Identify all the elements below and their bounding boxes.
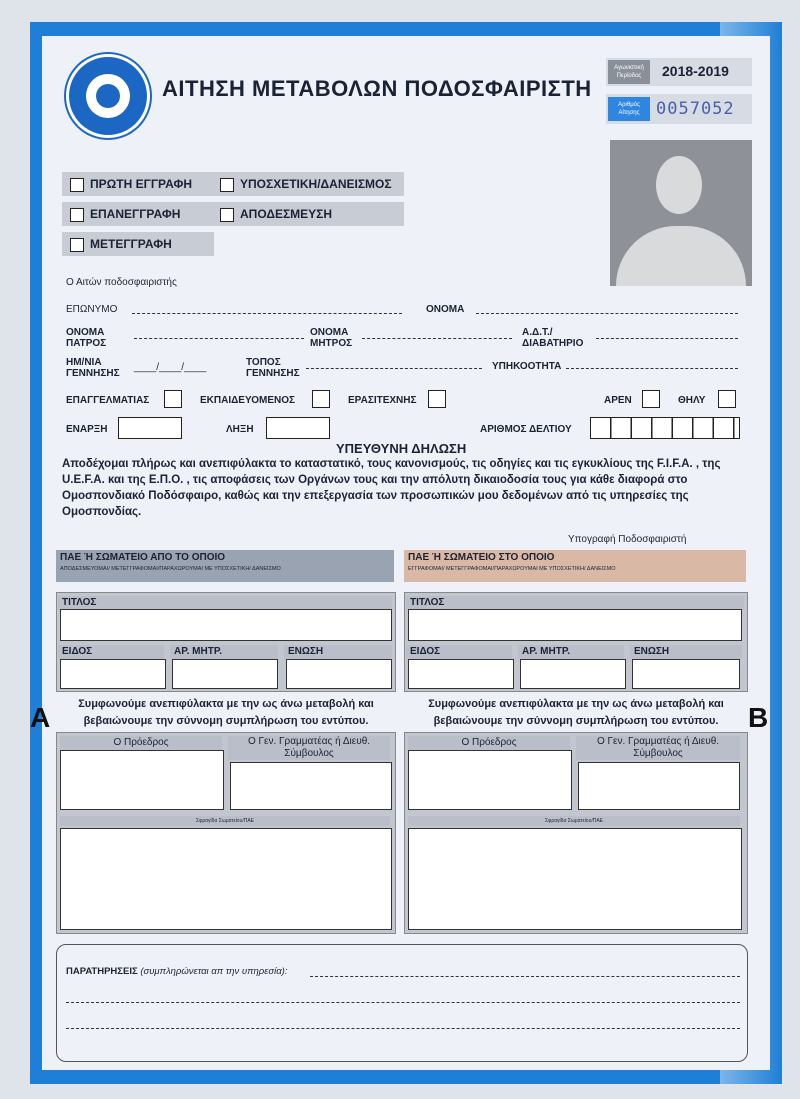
- notes-line-2[interactable]: [66, 1002, 740, 1003]
- club-b-kind-label: ΕΙΔΟΣ: [406, 645, 512, 659]
- id-card-field[interactable]: [596, 338, 738, 339]
- card-number-field[interactable]: [590, 417, 740, 439]
- amateur-checkbox[interactable]: [428, 390, 446, 408]
- name-field[interactable]: [476, 313, 738, 314]
- checkbox[interactable]: [220, 178, 234, 192]
- football-icon: [96, 84, 120, 108]
- season-tag: Αγωνιστική Περίοδος: [608, 60, 650, 84]
- birth-place-field[interactable]: [306, 368, 482, 369]
- club-b-title-field[interactable]: [408, 609, 742, 641]
- season-value: 2018-2019: [662, 63, 729, 79]
- checkbox[interactable]: [70, 208, 84, 222]
- club-b-agreement: Συμφωνούμε ανεπιφύλακτα με την ως άνω μεταβολή και βεβαιώνουμε την σύννομη συμπλήρωση του εντύπου.: [428, 698, 724, 727]
- club-b-letter: B: [748, 702, 769, 733]
- club-a-heading: ΠΑΕ Ή ΣΩΜΑΤΕΙΟ ΑΠΟ ΤΟ ΟΠΟΙΟ ΑΠΟΔΕΣΜΕΥΟΜΑΙ/ ΜΕΤΕΓΓΡΑΦΟΜΑΙ/ΠΑΡΑΧΩΡΟΥΜΑΙ ΜΕ ΥΠΟΣΧΕΤΙΚΗ/ ΔΑΝΕΙΣΜΟ: [56, 550, 394, 582]
- transfer-option[interactable]: ΜΕΤΕΓΓΡΑΦΗ: [70, 237, 172, 252]
- club-a-president-label: Ο Πρόεδρος: [60, 736, 222, 750]
- trainee-checkbox[interactable]: [312, 390, 330, 408]
- female-checkbox[interactable]: [718, 390, 736, 408]
- notes-line-3[interactable]: [66, 1028, 740, 1029]
- person-head-icon: [656, 156, 702, 214]
- birth-place-label: ΤΟΠΟΣ ΓΕΝΝΗΣΗΣ: [246, 357, 300, 379]
- start-label: ΕΝΑΡΞΗ: [66, 424, 108, 435]
- club-a-secretary-label: Ο Γεν. Γραμματέας ή Διευθ. Σύμβουλος: [228, 736, 390, 760]
- loan-option[interactable]: ΥΠΟΣΧΕΤΙΚΗ/ΔΑΝΕΙΣΜΟΣ: [220, 177, 392, 192]
- club-a-kind-label: ΕΙΔΟΣ: [58, 645, 164, 659]
- nationality-label: ΥΠΗΚΟΟΤΗΤΑ: [492, 361, 562, 372]
- club-b-kind-field[interactable]: [408, 659, 514, 689]
- club-b-president-label: Ο Πρόεδρος: [408, 736, 570, 750]
- club-b-title-label: ΤΙΤΛΟΣ: [406, 596, 744, 610]
- club-b-stamp-field[interactable]: [408, 828, 742, 930]
- mother-name-label: ΟΝΟΜΑ ΜΗΤΡΟΣ: [310, 327, 353, 349]
- father-name-label: ΟΝΟΜΑ ΠΑΤΡΟΣ: [66, 327, 107, 349]
- form-title: ΑΙΤΗΣΗ ΜΕΤΑΒΟΛΩΝ ΠΟΔΟΣΦΑΙΡΙΣΤΗ: [162, 76, 592, 101]
- club-b-regno-label: ΑΡ. ΜΗΤΡ.: [518, 645, 624, 659]
- re-registration-option[interactable]: ΕΠΑΝΕΓΓΡΑΦΗ: [70, 207, 180, 222]
- female-label: ΘΗΛΥ: [678, 395, 706, 406]
- amateur-label: ΕΡΑΣΙΤΕΧΝΗΣ: [348, 395, 417, 406]
- end-field[interactable]: [266, 417, 330, 439]
- father-name-field[interactable]: [134, 338, 304, 339]
- club-a-title-field[interactable]: [60, 609, 392, 641]
- notes-line-1[interactable]: [310, 976, 740, 977]
- club-b-stamp-label: Σφραγίδα Σωματείου/ΠΑΕ: [408, 816, 740, 826]
- club-b-heading: ΠΑΕ Ή ΣΩΜΑΤΕΙΟ ΣΤΟ ΟΠΟΙΟ ΕΓΓΡΑΦΟΜΑΙ/ ΜΕΤΕΓΓΡΑΦΟΜΑΙ/ΠΑΡΑΧΩΡΟΥΜΑΙ ΜΕ ΥΠΟΣΧΕΤΙΚΗ/ ΔΑΝΕΙΣΜΟ: [404, 550, 746, 582]
- checkbox[interactable]: [220, 208, 234, 222]
- release-option[interactable]: ΑΠΟΔΕΣΜΕΥΣΗ: [220, 207, 332, 222]
- birth-date-label: ΗΜ/ΝΙΑ ΓΕΝΝΗΣΗΣ: [66, 357, 120, 379]
- club-b-president-signature[interactable]: [408, 750, 572, 810]
- club-a-kind-field[interactable]: [60, 659, 166, 689]
- player-intro: Ο Αιτών ποδοσφαιριστής: [66, 277, 177, 288]
- professional-label: ΕΠΑΓΓΕΛΜΑΤΙΑΣ: [66, 395, 150, 406]
- club-b-regno-field[interactable]: [520, 659, 626, 689]
- declaration-heading: ΥΠΕΥΘΥΝΗ ΔΗΛΩΣΗ: [336, 441, 467, 456]
- name-label: ΟΝΟΜΑ: [426, 304, 465, 315]
- club-a-regno-field[interactable]: [172, 659, 278, 689]
- club-a-union-label: ΕΝΩΣΗ: [284, 645, 392, 659]
- male-label: ΑΡΕΝ: [604, 395, 632, 406]
- person-body-icon: [616, 226, 746, 286]
- player-signature-label: Υπογραφή Ποδοσφαιριστή: [568, 534, 687, 545]
- id-card-label: Α.Δ.Τ./ ΔΙΑΒΑΤΗΡΙΟ: [522, 327, 584, 349]
- male-checkbox[interactable]: [642, 390, 660, 408]
- birth-date-field[interactable]: ____/____/____: [134, 362, 207, 373]
- surname-field[interactable]: [132, 313, 402, 314]
- professional-checkbox[interactable]: [164, 390, 182, 408]
- club-b-secretary-label: Ο Γεν. Γραμματέας ή Διευθ. Σύμβουλος: [576, 736, 740, 760]
- club-a-regno-label: ΑΡ. ΜΗΤΡ.: [170, 645, 278, 659]
- application-tag: Αριθμός Αίτησης: [608, 97, 650, 121]
- notes-box: [56, 944, 748, 1062]
- club-a-stamp-label: Σφραγίδα Σωματείου/ΠΑΕ: [60, 816, 390, 826]
- mother-name-field[interactable]: [362, 338, 512, 339]
- application-number: 0057052: [656, 99, 735, 119]
- club-b-secretary-signature[interactable]: [578, 762, 740, 810]
- checkbox[interactable]: [70, 178, 84, 192]
- declaration-text: Αποδέχομαι πλήρως και ανεπιφύλακτα το καταστατικό, τους κανονισμούς, τις οδηγίες και τις εγκυκλίους της F.I.F.A. , της U.E.F.A. και της Ε.Π.Ο. , τις αποφάσεις των Οργάνων τους και την απόλυτη δικαιοδοσία τους για κάθε διαφορά στο Ομοσπονδιακό Ποδόσφαιρο, καθώς και την επεξεργασία των προσωπικών μου δεδομένων από τις υπηρεσίες της Ομοσπονδίας.: [62, 458, 721, 518]
- club-a-letter: A: [30, 702, 51, 733]
- club-a-secretary-signature[interactable]: [230, 762, 392, 810]
- club-a-president-signature[interactable]: [60, 750, 224, 810]
- trainee-label: ΕΚΠΑΙΔΕΥΟΜΕΝΟΣ: [200, 395, 296, 406]
- photo-placeholder[interactable]: [610, 140, 752, 286]
- first-registration-option[interactable]: ΠΡΩΤΗ ΕΓΓΡΑΦΗ: [70, 177, 192, 192]
- checkbox[interactable]: [70, 238, 84, 252]
- club-a-title-label: ΤΙΤΛΟΣ: [58, 596, 392, 610]
- surname-label: ΕΠΩΝΥΜΟ: [66, 304, 118, 315]
- notes-label: ΠΑΡΑΤΗΡΗΣΕΙΣ (συμπληρώνεται απ την υπηρεσία):: [66, 966, 288, 977]
- club-b-union-label: ΕΝΩΣΗ: [630, 645, 742, 659]
- club-a-agreement: Συμφωνούμε ανεπιφύλακτα με την ως άνω μεταβολή και βεβαιώνουμε την σύννομη συμπλήρωση του εντύπου.: [78, 698, 374, 727]
- club-a-union-field[interactable]: [286, 659, 392, 689]
- end-label: ΛΗΞΗ: [226, 424, 254, 435]
- federation-logo: [66, 54, 150, 138]
- card-number-label: ΑΡΙΘΜΟΣ ΔΕΛΤΙΟΥ: [480, 424, 572, 435]
- club-a-stamp-field[interactable]: [60, 828, 392, 930]
- start-field[interactable]: [118, 417, 182, 439]
- club-b-union-field[interactable]: [632, 659, 740, 689]
- nationality-field[interactable]: [566, 368, 738, 369]
